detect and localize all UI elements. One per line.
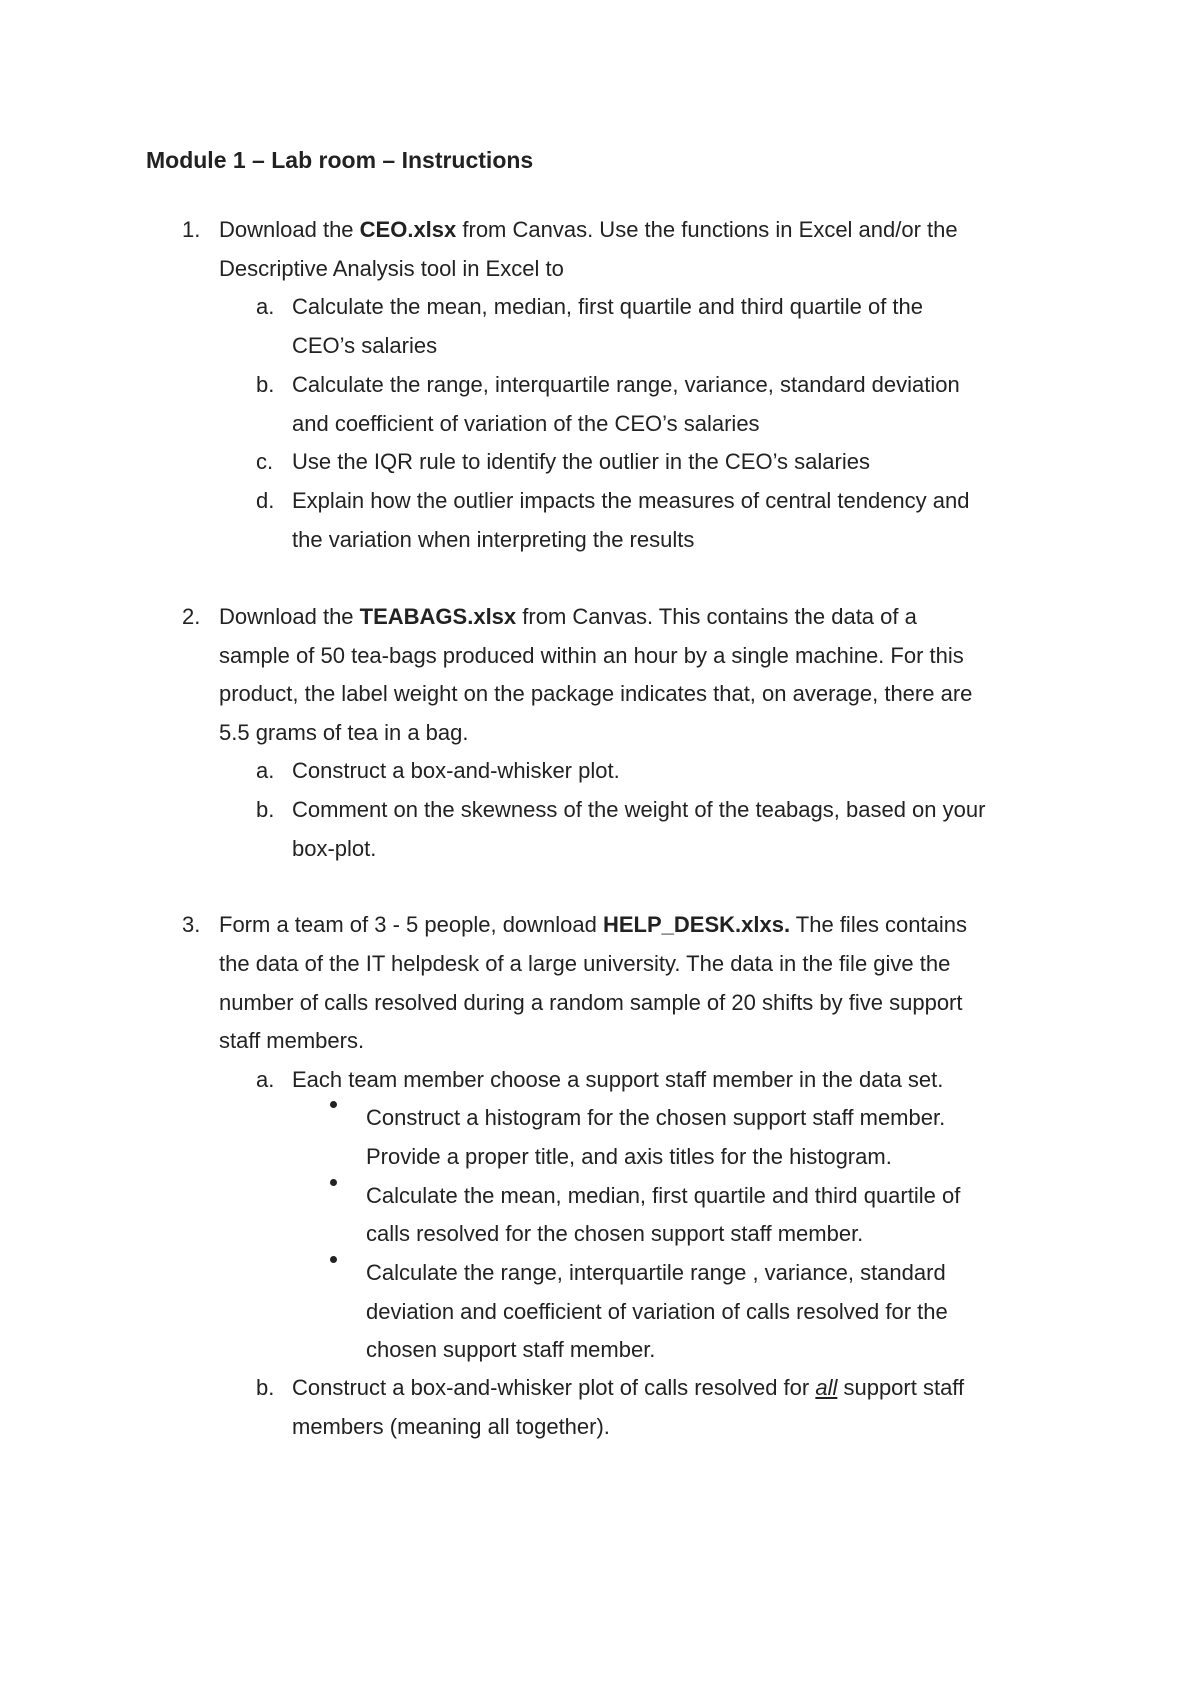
bullet-2-line-2: calls resolved for the chosen support staff member.: [366, 1221, 864, 1246]
bullet-3-line-1: Calculate the range, interquartile range , variance, standard: [366, 1260, 946, 1285]
text-span: Construct a box-and-whisker plot of calls resolved for: [292, 1375, 816, 1400]
item-2a-line-1: Construct a box-and-whisker plot.: [292, 758, 620, 783]
item-1a-line-1: Calculate the mean, median, first quartile and third quartile of the: [292, 294, 924, 319]
bullet-1-line-1: Construct a histogram for the chosen support staff member.: [366, 1105, 946, 1130]
item-2b-line-2: box-plot.: [292, 836, 377, 861]
item-1c-letter: c.: [256, 449, 274, 474]
question-2-line-2: sample of 50 tea-bags produced within an hour by a single machine. For this: [219, 643, 964, 668]
text-span: from Canvas. This contains the data of a: [516, 604, 917, 629]
bullet-2-line-1: Calculate the mean, median, first quartile and third quartile of: [366, 1183, 961, 1208]
item-3b-line-2: members (meaning all together).: [292, 1414, 610, 1439]
item-3a-letter: a.: [256, 1067, 275, 1092]
question-2-line-3: product, the label weight on the package indicates that, on average, there are: [219, 681, 973, 706]
question-3-line-2: the data of the IT helpdesk of a large university. The data in the file give the: [219, 951, 951, 976]
question-3-line-1: [219, 909, 967, 941]
question-2-number: 2.: [182, 604, 201, 629]
emphasis-all: all: [815, 1375, 838, 1400]
item-2a-letter: a.: [256, 758, 275, 783]
bullet-icon: [330, 1101, 337, 1108]
item-1b-line-1: Calculate the range, interquartile range, variance, standard deviation: [292, 372, 960, 397]
bullet-icon: [330, 1256, 337, 1263]
item-1b-letter: b.: [256, 372, 275, 397]
bullet-1-line-2: Provide a proper title, and axis titles for the histogram.: [366, 1144, 892, 1169]
question-1-number: 1.: [182, 217, 201, 242]
page-title: Module 1 – Lab room – Instructions: [146, 147, 534, 173]
text-span: support staff: [837, 1375, 965, 1400]
item-3b-line-1: [292, 1372, 964, 1404]
question-3-number: 3.: [182, 912, 201, 937]
item-1c-line-1: Use the IQR rule to identify the outlier in the CEO’s salaries: [292, 449, 870, 474]
item-3a-line-1: Each team member choose a support staff member in the data set.: [292, 1067, 944, 1092]
item-1d-line-1: Explain how the outlier impacts the measures of central tendency and: [292, 488, 970, 513]
item-2b-letter: b.: [256, 797, 275, 822]
text-span: from Canvas. Use the functions in Excel and/or the: [456, 217, 958, 242]
question-3-line-3: number of calls resolved during a random sample of 20 shifts by five support: [219, 990, 963, 1015]
bullet-3-line-3: chosen support staff member.: [366, 1337, 656, 1362]
file-name-teabags: TEABAGS.xlsx: [359, 604, 517, 629]
file-name-ceo: CEO.xlsx: [359, 217, 457, 242]
text-span: Download the: [219, 604, 360, 629]
question-3-line-4: staff members.: [219, 1028, 365, 1053]
bullet-3-line-2: deviation and coefficient of variation of calls resolved for the: [366, 1299, 948, 1324]
file-name-help-desk: HELP_DESK.xlxs.: [603, 912, 791, 937]
item-3b-letter: b.: [256, 1375, 275, 1400]
item-1d-letter: d.: [256, 488, 275, 513]
text-span: Download the: [219, 217, 360, 242]
item-2b-line-1: Comment on the skewness of the weight of the teabags, based on your: [292, 797, 986, 822]
question-2-line-4: 5.5 grams of tea in a bag.: [219, 720, 469, 745]
item-1a-letter: a.: [256, 294, 275, 319]
item-1a-line-2: CEO’s salaries: [292, 333, 438, 358]
bullet-icon: [330, 1179, 337, 1186]
question-1-line-2: Descriptive Analysis tool in Excel to: [219, 256, 564, 281]
question-2-line-1: [219, 601, 917, 633]
text-span: The files contains: [790, 912, 967, 937]
item-1d-line-2: the variation when interpreting the results: [292, 527, 695, 552]
question-1-line-1: [219, 214, 958, 246]
text-span: Form a team of 3 - 5 people, download: [219, 912, 603, 937]
item-1b-line-2: and coefficient of variation of the CEO’s salaries: [292, 411, 760, 436]
